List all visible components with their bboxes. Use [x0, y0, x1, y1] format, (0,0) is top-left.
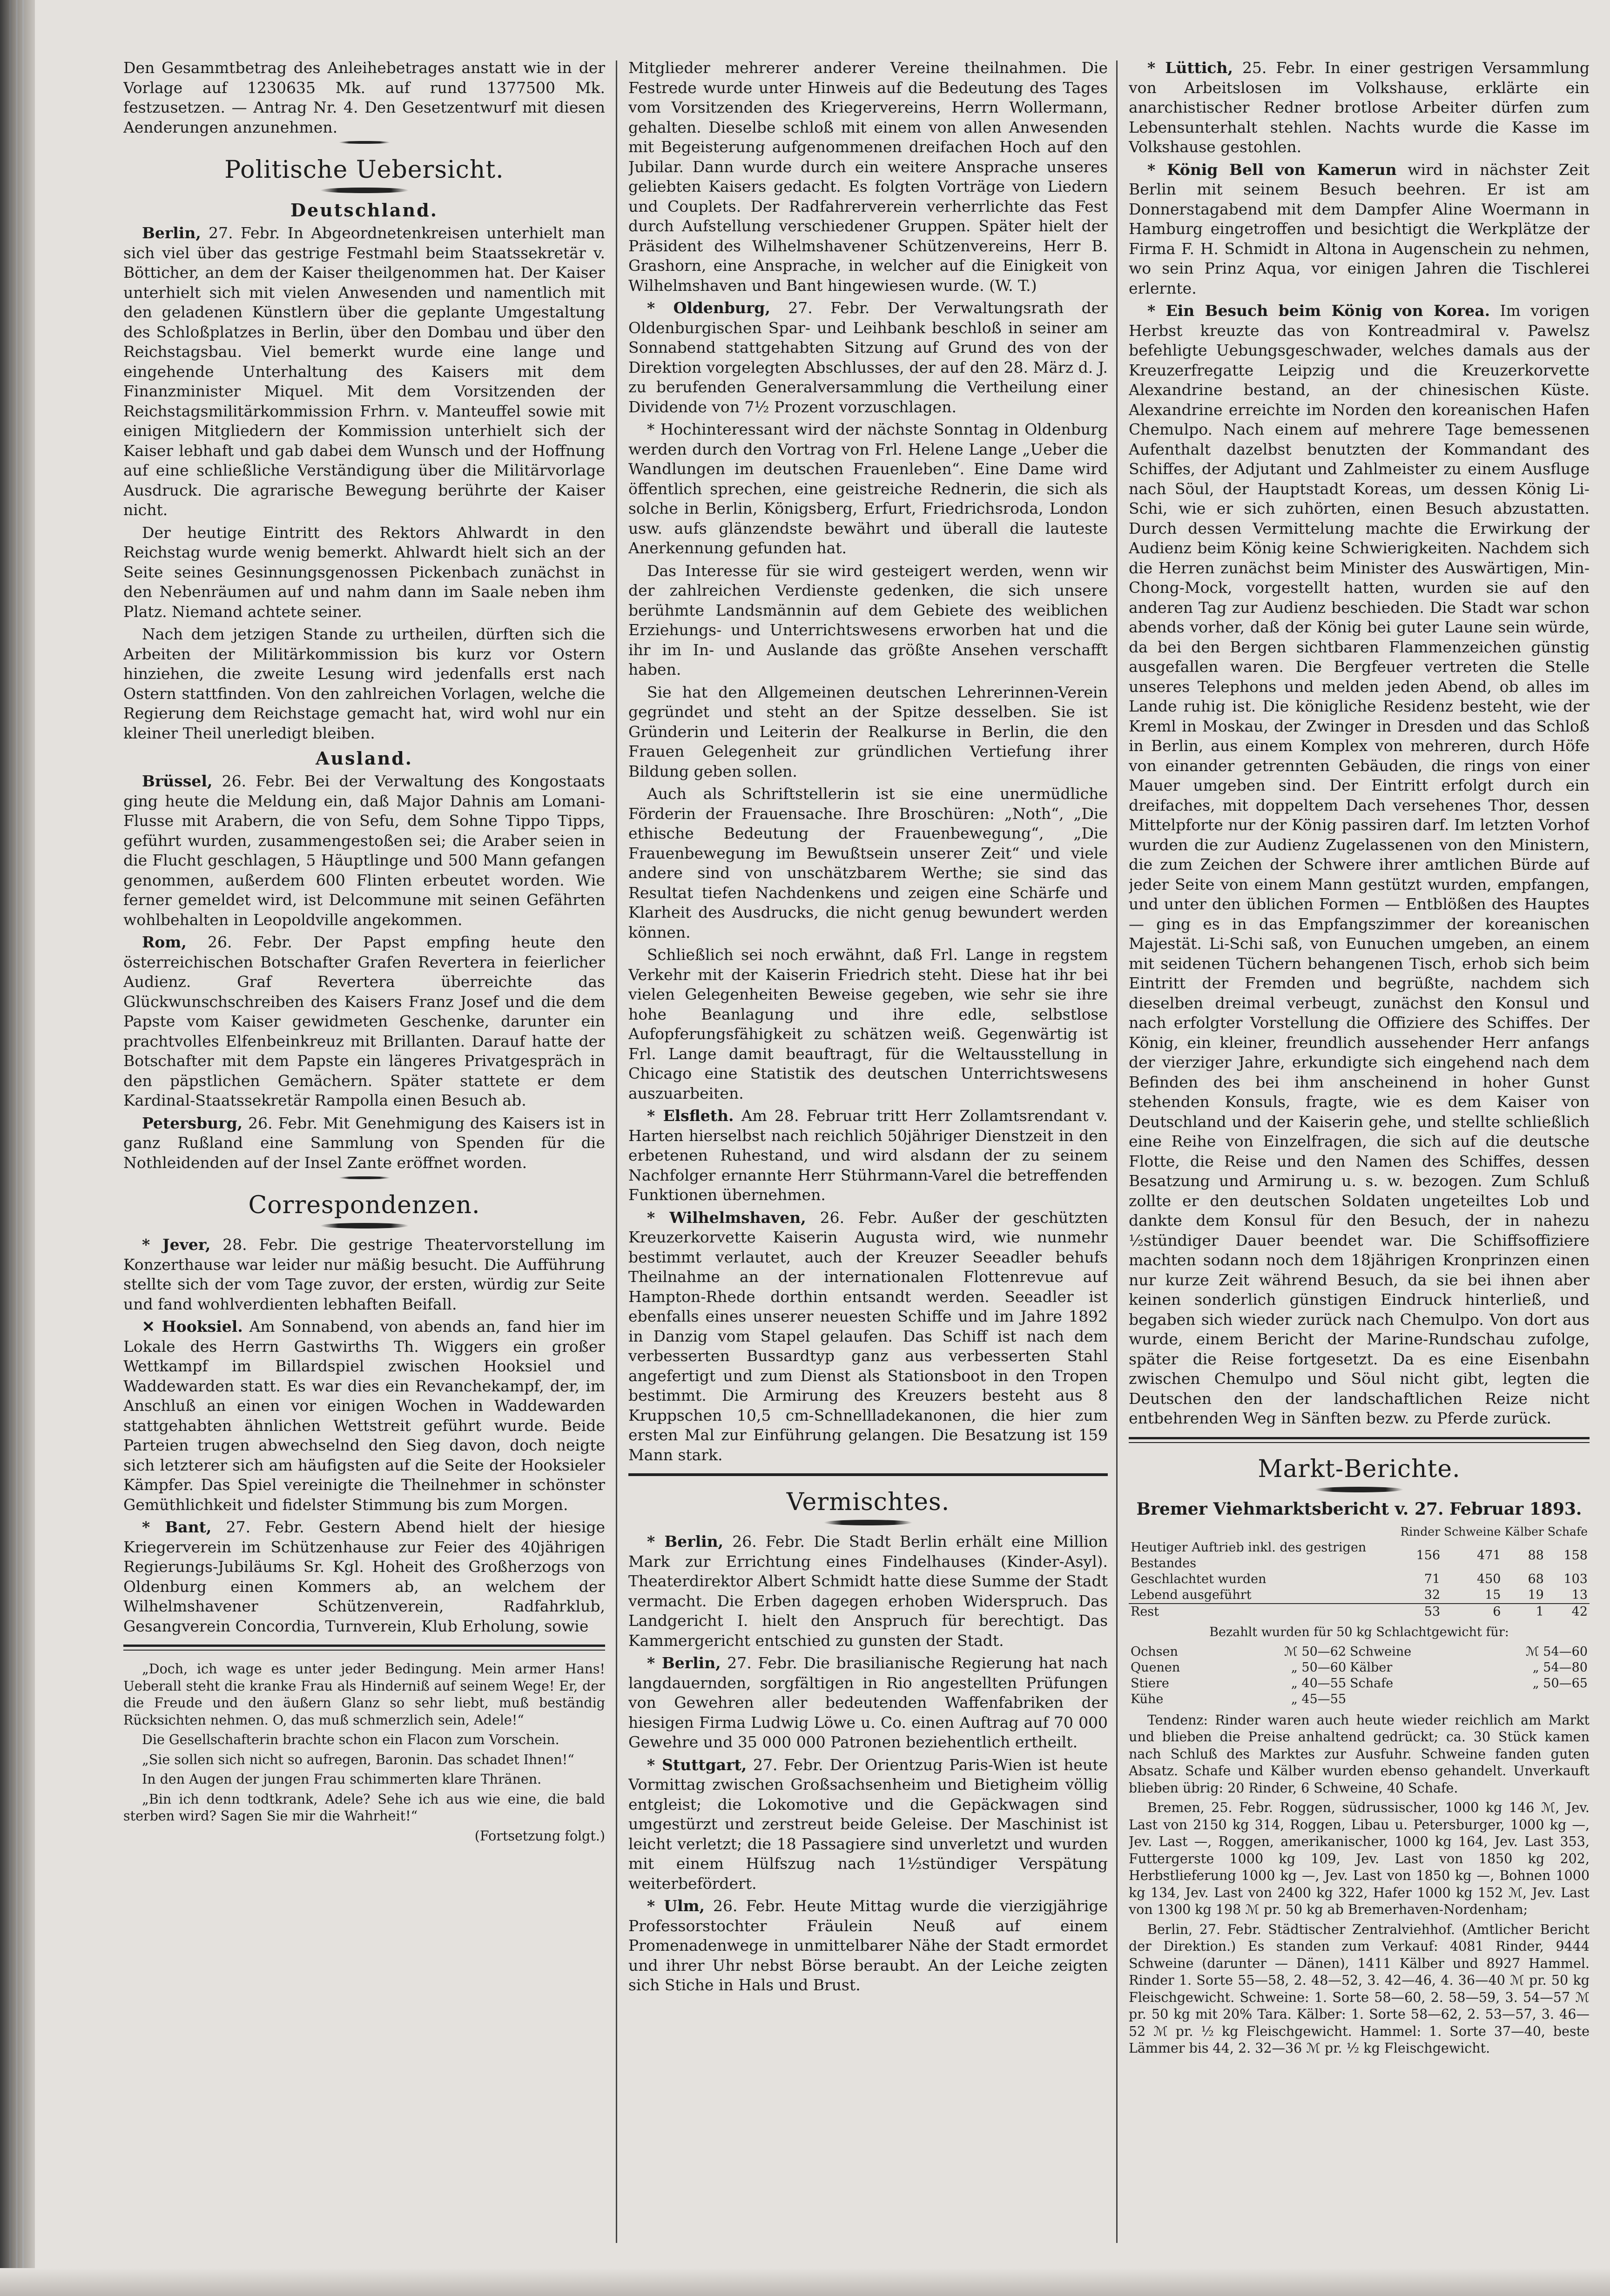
- intro-paragraph: Den Gesammtbetrag des Anleihebetrages anstatt wie in der Vorlage auf 1230635 Mk. auf rund 1377500 Mk. festzusetzen. — Antrag Nr. 4. Den Gesetzentwurf mit diesen Aenderungen anzunehmen.: [123, 59, 605, 136]
- article-ulm: [628, 1896, 1108, 1995]
- paragraph: Sie hat den Allgemeinen deutschen Lehrerinnen-Verein gegründet und steht an der Spitze desselben. Sie ist Gründerin und Leiterin der Realkurse in Berlin, die den Frauen Gelegenheit zur gründlichen Vertiefung ihrer Bildung geben sollen.: [628, 683, 1108, 780]
- ornament-divider: [320, 188, 409, 193]
- feuilleton-novel: [123, 1661, 605, 1845]
- table-row: [1129, 1540, 1590, 1571]
- dateline: ✕ Hooksiel.: [142, 1317, 243, 1336]
- price-value: ℳ 50—62: [1284, 1644, 1347, 1659]
- dateline: * Stuttgart,: [647, 1755, 747, 1774]
- table-cell: 158: [1563, 1548, 1588, 1563]
- table-header: Schweine: [1444, 1524, 1501, 1538]
- column-rule: [616, 60, 617, 2243]
- table-row: [1129, 1676, 1590, 1692]
- section-rule: [628, 1473, 1108, 1476]
- article-text: 25. Febr. In einer gestrigen Versammlung von Arbeitslosen im Volkshause, erklärte ein anarchistischer Redner brotlose Arbeiter dürfen zum Lebensunterhalt stehlen. Nachts wurde die Kasse im Volkshause gestohlen.: [1129, 59, 1590, 156]
- article-text: 26. Febr. Heute Mittag wurde die vierzigjährige Professorstochter Fräulein Neuß auf einem Promenadenwege in unmittelbarer Nähe der Stadt ermordet und ihrer Uhr nebst Börse beraubt. An der Leiche zeigten sich Stiche in Hals und Brust.: [628, 1897, 1108, 1994]
- article-rom: [123, 933, 605, 1111]
- ornament-divider: [824, 1520, 912, 1525]
- table-row: [1129, 1692, 1590, 1707]
- section-heading-vermischtes: Vermischtes.: [786, 1488, 950, 1516]
- article-text: 28. Febr. Die gestrige Theatervorstellung im Konzerthause war leider nur mäßig besucht. Die Aufführung stellte sich der vom Tage zuvor, der ersten, würdig zur Seite und fand wohlverdienten lebhaften Beifall.: [123, 1235, 605, 1313]
- novel-paragraph: „Bin ich denn todtkrank, Adele? Sehe ich aus wie eine, die bald sterben wird? Sagen Sie mir die Wahrheit!“: [123, 1791, 605, 1824]
- price-value: „ 45—55: [1291, 1692, 1347, 1706]
- ornament-divider: [339, 141, 390, 144]
- article-stuttgart: [628, 1755, 1108, 1894]
- novel-paragraph: „Doch, ich wage es unter jeder Bedingung. Mein armer Hans! Ueberall steht die kranke Frau als Hinderniß auf seinem Wege! Er, der die Freude und den äußern Glanz so sehr liebt, muß beständig Rücksichten nehmen. O, das muß schmerzlich sein, Adele!“: [123, 1661, 605, 1728]
- viehmarkt-title: Bremer Viehmarktsbericht v. 27. Februar 1893.: [1136, 1499, 1582, 1519]
- table-cell: 88: [1528, 1548, 1544, 1563]
- price-label: Ochsen: [1131, 1644, 1178, 1659]
- subheading-deutschland: Deutschland.: [290, 200, 438, 221]
- table-row: [1129, 1587, 1590, 1604]
- market-bremen: Bremen, 25. Febr. Roggen, südrussischer, 1000 kg 146 ℳ, Jev. Last von 2150 kg 314, Roggen, Libau u. Petersburger, 1000 kg —, Jev. Last —, Roggen, amerikanischer, 1000 kg 164, Jev. Last 353, Futtergerste 1000 kg 109, Jev. Last von 1850 kg 202, Herbstlieferung 1000 kg —, Jev. Last von 1850 kg —, Bohnen 1000 kg 134, Jev. Last von 2400 kg 322, Hafer 1000 kg 152 ℳ, Jev. Last von 1300 kg 198 ℳ pr. 50 kg ab Bremerhaven-Nordenham;: [1129, 1800, 1590, 1917]
- article-berlin-gewehre: [628, 1653, 1108, 1752]
- table-header: [1129, 1524, 1398, 1540]
- article-berlin: [123, 223, 605, 520]
- table-row: [1129, 1644, 1590, 1660]
- paragraph: Schließlich sei noch erwähnt, daß Frl. Lange in regstem Verkehr mit der Kaiserin Friedrich steht. Diese hat ihr bei vielen Gelegenheiten Beweise gegeben, wie sehr sie ihre hohe Beanlagung und ihre edle, selbstlose Aufopferungsfähigkeit zu schätzen weiß. Gegenwärtig ist Frl. Lange damit beauftragt, für die Weltausstellung in Chicago eine Statistik des deutschen Unterrichtswesens auszuarbeiten.: [628, 946, 1108, 1102]
- article-text: 26. Febr. Bei der Verwaltung des Kongostaats ging heute die Meldung ein, daß Major Dahnis am Lomani-Flusse mit Arabern, die von Sefu, dem Sohne Tippo Tipps, geführt wurden, zusammengestoßen sei; die Araber seien in die Flucht geschlagen, 5 Häuptlinge und 500 Mann gefangen genommen, außerdem 600 Flinten erbeutet worden. Wie ferner gemeldet wird, ist Delcommune mit seinen Gefährten wohlbehalten in Leopoldville angekommen.: [123, 772, 605, 929]
- table-row: [1129, 1604, 1590, 1620]
- article-hooksiel: [123, 1317, 605, 1515]
- page-binding-edge: [0, 0, 35, 2296]
- table-cell: 450: [1476, 1571, 1501, 1586]
- dateline: * Bant,: [142, 1518, 212, 1536]
- price-value: ℳ 54—60: [1525, 1644, 1588, 1659]
- table-cell: 156: [1416, 1548, 1441, 1563]
- table-cell: 32: [1424, 1587, 1441, 1602]
- article-text: 27. Febr. Der Verwaltungsrath der Oldenburgischen Spar- und Leihbank beschloß in seiner am Sonnabend stattgehabten Sitzung auf Grund des von der Direktion vorgelegten Abschlusses, der auf den 28. März d. J. zu berufenden Generalversammlung die Vertheilung einer Dividende von 7½ Prozent vorzuschlagen.: [628, 299, 1108, 416]
- column-1: [123, 58, 605, 2255]
- section-heading-markt: Markt-Berichte.: [1258, 1455, 1461, 1483]
- article-elsfleth: [628, 1106, 1108, 1205]
- table-header-row: [1129, 1524, 1590, 1540]
- price-label: Schweine: [1350, 1644, 1412, 1659]
- table-cell: 53: [1398, 1604, 1442, 1620]
- dateline: * Lüttich,: [1147, 59, 1233, 77]
- price-value: „ 40—55: [1291, 1676, 1347, 1691]
- table-cell: 19: [1528, 1587, 1544, 1602]
- market-berlin: Berlin, 27. Febr. Städtischer Zentralviehhof. (Amtlicher Bericht der Direktion.) Es standen zum Verkauf: 4081 Rinder, 9444 Schweine (darunter — Dänen), 1411 Kälber und 8927 Hammel. Rinder 1. Sorte 55—58, 2. 48—52, 3. 42—46, 4. 36—40 ℳ pr. 50 kg Fleischgewicht. Schweine: 1. Sorte 58—60, 2. 58—59, 3. 54—57 ℳ pr. 50 kg mit 20% Tara. Kälber: 1. Sorte 58—62, 2. 53—57, 3. 46—52 ℳ pr. ½ kg Fleischgewicht. Hammel: 1. Sorte 37—40, beste Lämmer bis 44, 2. 32—36 ℳ pr. ½ kg Fleischgewicht.: [1129, 1921, 1590, 2056]
- table-cell: 1: [1502, 1604, 1545, 1620]
- table-cell: 471: [1476, 1548, 1501, 1563]
- row-label: Heutiger Auftrieb inkl. des gestrigen Bestandes: [1131, 1540, 1367, 1571]
- table-header: Kälber: [1504, 1524, 1544, 1538]
- price-table: [1129, 1644, 1590, 1707]
- article-wilhelmshaven: [628, 1208, 1108, 1465]
- novel-paragraph: „Sie sollen sich nicht so aufregen, Baronin. Das schadet Ihnen!“: [142, 1752, 574, 1767]
- column-rule: [1116, 60, 1118, 2243]
- article-jever: [123, 1235, 605, 1314]
- table-cell: 15: [1485, 1587, 1501, 1602]
- dateline: * Jever,: [142, 1235, 211, 1254]
- article-text: 26. Febr. Der Papst empfing heute den österreichischen Botschafter Grafen Revertera in feierlicher Audienz. Graf Revertera überreichte das Glückwunschschreiben des Kaisers Franz Josef und die dem Papste vom Kaiser gewidmeten Geschenke, darunter ein prachtvolles Elfenbeinkreuz mit Brillanten. Darauf hatte der Botschafter mit dem Papste ein längeres Privatgespräch in den päpstlichen Gemächern. Später stattete er dem Kardinal-Staatssekretär Rampolla einen Besuch ab.: [123, 933, 605, 1109]
- article-text: 27. Febr. In Abgeordnetenkreisen unterhielt man sich viel über das gestrige Festmahl beim Staatssekretär v. Bötticher, an dem der Kaiser theilgenommen hat. Der Kaiser unterhielt sich mit vielen Anwesenden und namentlich mit den geladenen Künstlern über die geplante Umgestaltung des Schloßplatzes in Berlin, über den Dombau und über den Reichstagsbau. Viel bemerkt wurde eine lange und eingehende Unterhaltung des Kaisers mit dem Finanzminister Miquel. Mit dem Vorsitzenden der Reichstagsmilitärkommission Frhrn. v. Manteuffel sowie mit einigen Mitgliedern der Kommission unterhielt sich der Kaiser lebhaft und gab dabei dem Wunsch und der Hoffnung auf eine schließliche Verständigung über die Militärvorlage Ausdruck. Die agrarische Bewegung berührte der Kaiser nicht.: [123, 224, 605, 519]
- page-bottom-edge: [0, 2268, 1610, 2296]
- price-label: Stiere: [1131, 1676, 1169, 1691]
- dateline: Petersburg,: [142, 1114, 243, 1132]
- article-text: 27. Febr. Gestern Abend hielt der hiesige Kriegerverein im Schützenhause zur Feier des 40jährigen Regierungs-Jubiläums Sr. Kgl. Hoheit des Großherzogs von Oldenburg einen Kommers ab, an welchem der Wilhelmshavener Schützenverein, Radfahrklub, Gesangverein Concordia, Turnverein, Klub Erholung, sowie: [123, 1518, 605, 1635]
- paragraph: Mitglieder mehrerer anderer Vereine theilnahmen. Die Festrede wurde unter Hinweis auf die Bedeutung des Tages vom Vorsitzenden des Kriegervereins, Herrn Wollermann, gehalten. Dieselbe schloß mit einem von allen Anwesenden mit Begeisterung aufgenommenen dreifachen Hoch auf den Jubilar. Dann wurde durch ein weitere Ansprache unseres geliebten Kaisers gedacht. Es folgten Vorträge von Liedern und Couplets. Der Radfahrerverein verherrlichte das Fest durch Aufstellung verschiedener Gruppen. Später hielt der Präsident des Wilhelmshavener Schützenvereins, Herr B. Grashorn, eine Ansprache, in welcher auf die Einigkeit von Wilhelmshaven und Bant hingewiesen wurde. (W. T.): [628, 59, 1108, 295]
- price-value: [1469, 1692, 1590, 1707]
- paragraph: Auch als Schriftstellerin ist sie eine unermüdliche Förderin der Frauensache. Ihre Broschüren: „Noth“, „Die ethische Bedeutung der Frauenbewegung“, „Die Frauenbewegung im Bewußtsein unserer Zeit“ und viele andere sind von unschätzbarem Werthe; sie sind das Resultat tiefen Nachdenkens und zeigen eine Schärfe und Klarheit des Ausdrucks, die nicht genug bewundert werden können.: [628, 785, 1108, 941]
- market-tendenz: Tendenz: Rinder waren auch heute wieder reichlich am Markt und blieben die Preise anhaltend gedrückt; ca. 30 Stück kamen nach Schluß des Marktes zur Ausfuhr. Schweine fanden guten Absatz. Schafe und Kälber wurden ebenso gehandelt. Unverkauft blieben übrig: 20 Rinder, 6 Schweine, 40 Schafe.: [1129, 1712, 1590, 1796]
- article-text: Im vorigen Herbst kreuzte das von Kontreadmiral v. Pawelsz befehligte Uebungsgeschwader, welches damals aus der Kreuzerfregatte Leipzig und die Kreuzerkorvette Alexandrine bestand, an der chinesischen Küste. Alexandrine erreichte im Norden den koreanischen Hafen Chemulpo. Nach einem auf mehrere Tage bemessenen Aufenthalt dazelbst benutzten der Kommandant des Schiffes, der Adjutant und Zahlmeister zu einem Ausfluge nach Söul, der Hauptstadt Koreas, um dessen König Li-Schi, wie er sich zuhörten, einen Besuch abzustatten. Durch dessen Vermittelung machte die Erwirkung der Audienz beim König keine Schwierigkeiten. Nachdem sich die Herren zunächst beim Minister des Auswärtigen, Min-Chong-Mock, vorgestellt hatten, wurden sie auf den anderen Tag zur Audienz beschieden. Die Stadt war schon abends vorher, daß der König bei guter Laune sein würde, da bei den Bergen sichtbaren Flammenzeichen günstig ausgefallen waren. Die Bergfeuer vertreten die Stelle unseres Telephons und melden jeden Abend, ob alles im Lande ruhig ist. Die königliche Residenz besteht, wie der Kreml in Moskau, der Zwinger in Dresden und das Schloß in Berlin, aus einem Komplex von mehreren, durch Höfe von einander getrennten Gebäuden, die rings von einer Mauer umgeben sind. Der Eintritt erfolgt durch ein dreifaches, mit doppeltem Dach versehenes Thor, dessen Mittelpforte nur der König passiren darf. Im letzten Vorhof wurden die zur Audienz Zugelassenen von den Ministern, die zum Zeichen der Schwere ihrer amtlichen Bürde auf jeder Seite von einem Mann gestützt wurden, empfangen, und unter den üblichen Formen — Entblößen des Hauptes — ging es in das Empfangszimmer der koreanischen Majestät. Li-Schi saß, von Eunuchen umgeben, an einem mit seidenen Tüchern behangenen Tisch, erhob sich beim Eintritt der Fremden und begrüßte, nachdem sich dieselben dreimal verbeugt, zunächst den Konsul und nach erfolgter Vorstellung die Offiziere des Schiffes. Der König, ein kleiner, freundlich aussehender Herr anfangs der vierziger Jahre, erkundigte sich eingehend nach dem Befinden des bei ihm anscheinend in hoher Gunst stehenden Konsuls, fragte, wie es dem Kaiser von Deutschland und der Kaiserin gehe, und stellte schließlich eine Reihe von Einzelfragen, die sich auf die deutsche Flotte, die Reise und den Namen des Schiffes, dessen Besatzung und Armirung u. s. w. bezogen. Zum Schluß zollte er den deutschen Soldaten ungeteiltes Lob und dankte dem Konsul für den Besuch, der in nahezu ½stündiger Dauer beendet war. Die Schiffsoffiziere machten sodann noch dem 18jährigen Kronprinzen einen nur kurze Zeit während Besuch, da sie bei ihnen aber keinen sonderlich günstigen Eindruck hinterließ, und begaben sich wieder zurück nach Chemulpo. Von dort aus wurde, einem Bericht der Marine-Rundschau zufolge, später die Reise fortgesetzt. Da es eine Eisenbahn zwischen Chemulpo und Söul nicht gibt, legten die Deutschen den der landschaftlichen Reize nicht entbehrenden Weg in Sänften bezw. zu Pferde zurück.: [1129, 302, 1590, 1427]
- table-cell: 103: [1563, 1571, 1588, 1586]
- price-label: [1348, 1692, 1468, 1707]
- row-label: Lebend ausgeführt: [1131, 1587, 1252, 1602]
- price-value: „ 54—80: [1532, 1660, 1588, 1675]
- column-2: [628, 58, 1108, 2255]
- dateline: * Ulm,: [647, 1897, 705, 1915]
- price-label: Kälber: [1350, 1660, 1393, 1675]
- price-label: Quenen: [1131, 1660, 1180, 1675]
- table-row: [1129, 1660, 1590, 1676]
- ornament-divider: [339, 1176, 390, 1179]
- dateline: Berlin,: [142, 224, 201, 242]
- price-value: „ 50—65: [1532, 1676, 1588, 1691]
- article-text: Am 28. Februar tritt Herr Zollamtsrendant v. Harten hierselbst nach reichlich 50jähriger Dienstzeit in den erbetenen Ruhestand, und wird alsdann der zu seinem Nachfolger ernannte Herr Stührmann-Varel die betreffenden Funktionen übernehmen.: [628, 1107, 1108, 1204]
- article-text: 26. Febr. Mit Genehmigung des Kaisers ist in ganz Rußland eine Sammlung von Spenden für die Nothleidenden auf der Insel Zante eröffnet worden.: [123, 1114, 605, 1172]
- article-petersburg: [123, 1114, 605, 1173]
- article-text: 27. Febr. Die brasilianische Regierung hat nach langdauernden, sorgfältigen in Rio angestellten Prüfungen von Gewehren aller bedeutenden Waffenfabriken der hiesigen Firma Ludwig Löwe u. Co. einen Auftrag auf 70 000 Gewehre und 35 000 000 Patronen beziehentlich ertheilt.: [628, 1654, 1108, 1751]
- dateline: * Wilhelmshaven,: [647, 1208, 806, 1227]
- price-value: „ 50—60: [1291, 1660, 1347, 1675]
- dateline: * Berlin,: [647, 1532, 724, 1551]
- article-vortrag: * Hochinteressant wird der nächste Sonntag in Oldenburg werden durch den Vortrag von Frl. Helene Lange „Ueber die Wandlungen im deutschen Frauenleben“. Eine Dame wird öffentlich sprechen, eine geistreiche Rednerin, die sich als solche in Berlin, Königsberg, Erfurt, Friedrichsroda, London usw. aufs glänzendste bewährt und überall die lauteste Anerkennung gefunden hat.: [628, 420, 1108, 557]
- price-note: Bezahlt wurden für 50 kg Schlachtgewicht für:: [1209, 1625, 1509, 1639]
- ornament-divider: [1315, 1487, 1403, 1492]
- row-label: Geschlachtet wurden: [1131, 1571, 1266, 1586]
- section-rule: [1129, 1437, 1590, 1443]
- table-cell: 13: [1571, 1587, 1588, 1602]
- paragraph: Nach dem jetzigen Stande zu urtheilen, dürften sich die Arbeiten der Militärkommission bis kurz vor Ostern hinziehen, die zweite Lesung wird jedenfalls erst nach Ostern stattfinden. Von den zahlreichen Vorlagen, welche die Regierung dem Reichstage gemacht hat, wird wohl nur ein kleiner Theil unerledigt bleiben.: [123, 625, 605, 742]
- section-heading-politik: Politische Uebersicht.: [224, 156, 504, 184]
- dateline: * Berlin,: [647, 1654, 721, 1672]
- article-koenig-bell: [1129, 160, 1590, 299]
- table-cell: 68: [1528, 1571, 1544, 1586]
- table-header: Schafe: [1547, 1524, 1588, 1538]
- table-cell: 6: [1442, 1604, 1502, 1620]
- dateline: * Elsfleth.: [647, 1107, 734, 1125]
- table-cell: 71: [1424, 1571, 1441, 1586]
- table-row: [1129, 1571, 1590, 1587]
- novel-paragraph: Die Gesellschafterin brachte schon ein Flacon zum Vorschein.: [142, 1732, 559, 1747]
- dateline: Rom,: [142, 933, 187, 951]
- dateline: Brüssel,: [142, 772, 213, 790]
- novel-continuation: (Fortsetzung folgt.): [474, 1828, 605, 1844]
- article-text: 26. Febr. Außer der geschützten Kreuzerkorvette Kaiserin Augusta wird, wie nunmehr bestimmt verlautet, auch der Kreuzer Seeadler behufs Theilnahme an der internationalen Flottenrevue auf Hampton-Rhede dorthin entsandt werden. Seeadler ist ebenfalls eines unserer neuesten Schiffe und im Jahre 1892 in Danzig vom Stapel gelaufen. Das Schiff ist nach dem verbesserten Bussardtyp ganz aus verbesserten Stahl angefertigt und zum Dienst als Stationsboot in den Tropen bestimmt. Die Armirung des Kreuzers besteht aus 8 Kruppschen 10,5 cm-Schnellladekanonen, die hier zum ersten Mal zur Einführung gelangen. Die Besatzung ist 159 Mann stark.: [628, 1208, 1108, 1464]
- price-label: Schafe: [1350, 1676, 1394, 1691]
- article-bant: [123, 1517, 605, 1636]
- article-bruessel: [123, 772, 605, 930]
- paragraph: Der heutige Eintritt des Rektors Ahlwardt in den Reichstag wurde wenig bemerkt. Ahlwardt hielt sich an der Seite seines Gesinnungsgenossen Pickenbach zunächst in den Nebenräumen auf und nahm dann im Saale neben ihm Platz. Niemand achtete seiner.: [123, 523, 605, 621]
- dateline: * König Bell von Kamerun: [1147, 160, 1397, 179]
- article-luettich: [1129, 58, 1590, 157]
- section-heading-correspondenzen: Correspondenzen.: [248, 1191, 480, 1219]
- article-korea: [1129, 301, 1590, 1429]
- subheading-ausland: Ausland.: [316, 748, 413, 769]
- article-text: wird in nächster Zeit Berlin mit seinem Besuch beehren. Er ist am Donnerstagabend mit dem Dampfer Aline Woermann in Hamburg eingetroffen und besichtigt die Werkplätze der Firma F. H. Schmidt in Altona in Augenschein zu nehmen, wo sein Prinz Aqua, vor einigen Jahren die Tischlerei erlernte.: [1129, 160, 1590, 297]
- paragraph: Das Interesse für sie wird gesteigert werden, wenn wir der zahlreichen Verdienste gedenken, die sich unsere berühmte Landsmännin auf dem Gebiete des weiblichen Erziehungs- und Unterrichtswesens erworben hat und die ihr im In- und Auslande das größte Ansehen verschafft haben.: [628, 561, 1108, 678]
- article-berlin-findelhaus: [628, 1532, 1108, 1651]
- column-3: [1129, 58, 1590, 2255]
- price-label: Kühe: [1131, 1692, 1164, 1706]
- article-text: Am Sonnabend, von abends an, fand hier im Lokale des Herrn Gastwirths Th. Wiggers ein großer Wettkampf im Billardspiel zwischen Hooksiel und Waddewarden statt. Es war dies ein Revanchekampf, der, im Anschluß an einen vor einigen Wochen in Waddewarden stattgehabten ähnlichen Wettstreit geführt wurde. Beide Parteien trugen abwechselnd den Sieg davon, doch neigte sich letzterer sich am häufigsten auf die Seite der Hooksieler Kämpfer. Das Spiel vereinigte die Theilnehmer in schönster Gemüthlichkeit und fidelster Stimmung bis zum Morgen.: [123, 1317, 605, 1514]
- dateline: * Ein Besuch beim König von Korea.: [1147, 302, 1490, 320]
- row-label: Rest: [1129, 1604, 1398, 1620]
- article-oldenburg: [628, 298, 1108, 417]
- novel-paragraph: In den Augen der jungen Frau schimmerten klare Thränen.: [142, 1772, 542, 1787]
- table-header: Rinder: [1400, 1524, 1441, 1538]
- table-cell: 42: [1546, 1604, 1590, 1620]
- viehmarkt-table: [1129, 1524, 1590, 1620]
- ornament-divider: [320, 1223, 409, 1229]
- article-text: 26. Febr. Die Stadt Berlin erhält eine Million Mark zur Errichtung eines Findelhauses (Kinder-Asyl). Theaterdirektor Albert Schmidt hatte diese Summe der Stadt vermacht. Die Erben dagegen erhoben Widerspruch. Das Landgericht I. hielt den Anspruch für berechtigt. Das Kammergericht entschied zu gunsten der Stadt.: [628, 1532, 1108, 1650]
- article-text: 27. Febr. Der Orientzug Paris-Wien ist heute Vormittag zwischen Großsachsenheim und Bietigheim völlig entgleist; die Lokomotive und die Gepäckwagen sind umgestürzt und zerstreut beide Geleise. Der Maschinist ist leicht verletzt; die 18 Passagiere sind unverletzt und wurden mit einem Hülfszug nach 1½stündiger Verspätung weiterbefördert.: [628, 1755, 1108, 1893]
- dateline: * Oldenburg,: [647, 299, 770, 317]
- feuilleton-rule: [123, 1645, 605, 1651]
